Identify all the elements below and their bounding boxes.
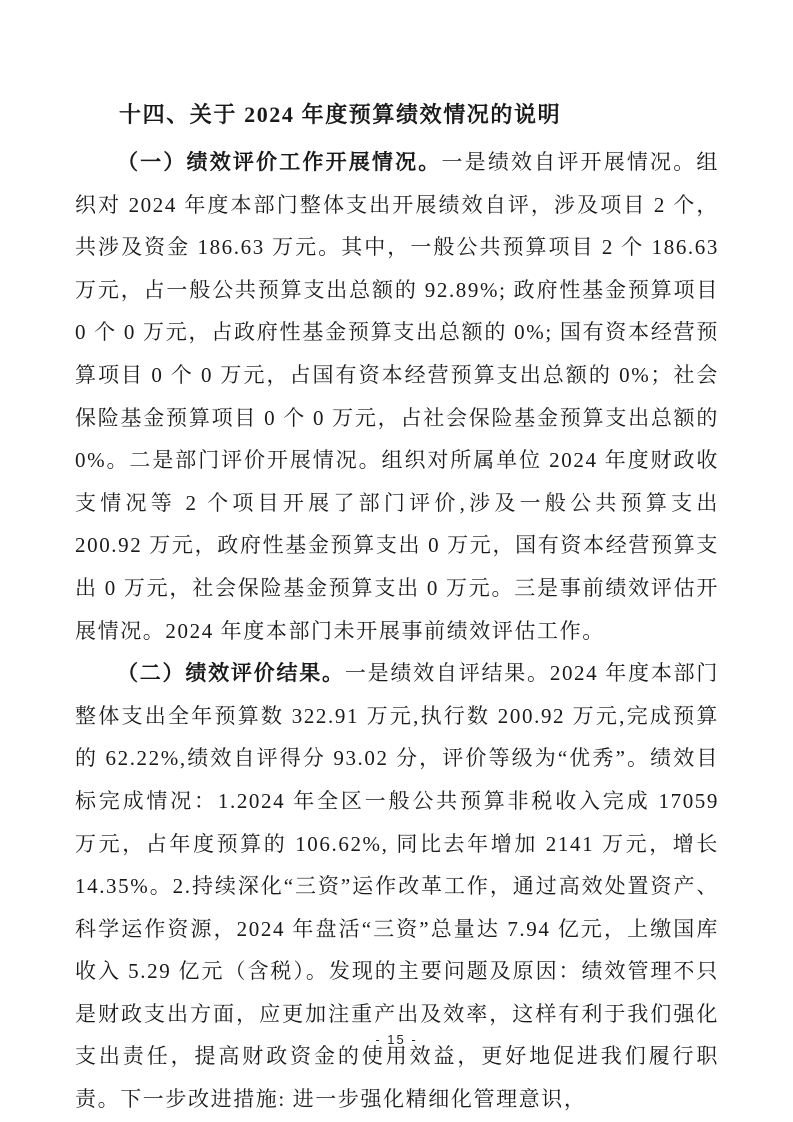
page-footer <box>0 1031 793 1049</box>
section-title: 十四、关于 2024 年度预算绩效情况的说明 <box>119 102 562 127</box>
paragraph-1-lead: （一）绩效评价工作开展情况。 <box>117 150 442 174</box>
document-content <box>75 93 719 1121</box>
paragraph-performance-evaluation-results <box>75 652 719 1121</box>
page-number: - 15 - <box>375 1032 418 1047</box>
paragraph-performance-evaluation-work <box>75 141 719 652</box>
paragraph-2-text: 一是绩效自评结果。2024 年度本部门整体支出全年预算数 322.91 万元,执行数 200.92 万元,完成预算的 62.22%,绩效自评得分 93.02 分，评价等级为“优秀”。绩效目标完成情况：1.2024 年全区一般公共预算非税收入完成 17059 万元，占年度预算的 106.62%, 同比去年增加 2141 万元，增长 14.35%。2.持续深化“三资”运作改革工作，通过高效处置资产、科学运作资源，2024 年盘活“三资”总量达 7.94 亿元，上缴国库收入 5.29 亿元（含税）。发现的主要问题及原因：绩效管理不只是财政支出方面，应更加注重产出及效率，这样有利于我们强化支出责任，提高财政资金的使用效益，更好地促进我们履行职责。下一步改进措施: 进一步强化精细化管理意识， <box>75 661 719 1112</box>
paragraph-2-lead: （二）绩效评价结果。 <box>117 661 345 686</box>
paragraph-1-text: 一是绩效自评开展情况。组织对 2024 年度本部门整体支出开展绩效自评，涉及项目 2 个，共涉及资金 186.63 万元。其中，一般公共预算项目 2 个 186.63 万元，占一般公共预算支出总额的 92.89%; 政府性基金预算项目 0 个 0 万元，占政府性基金预算支出总额的 0%; 国有资本经营预算项目 0 个 0 万元，占国有资本经营预算支出总额的 0%；社会保险基金预算项目 0 个 0 万元，占社会保险基金预算支出总额的 0%。二是部门评价开展情况。组织对所属单位 2024 年度财政收支情况等 2 个项目开展了部门评价,涉及一般公共预算支出 200.92 万元，政府性基金预算支出 0 万元，国有资本经营预算支出 0 万元，社会保险基金预算支出 0 万元。三是事前绩效评估开展情况。2024 年度本部门未开展事前绩效评估工作。 <box>75 150 719 643</box>
